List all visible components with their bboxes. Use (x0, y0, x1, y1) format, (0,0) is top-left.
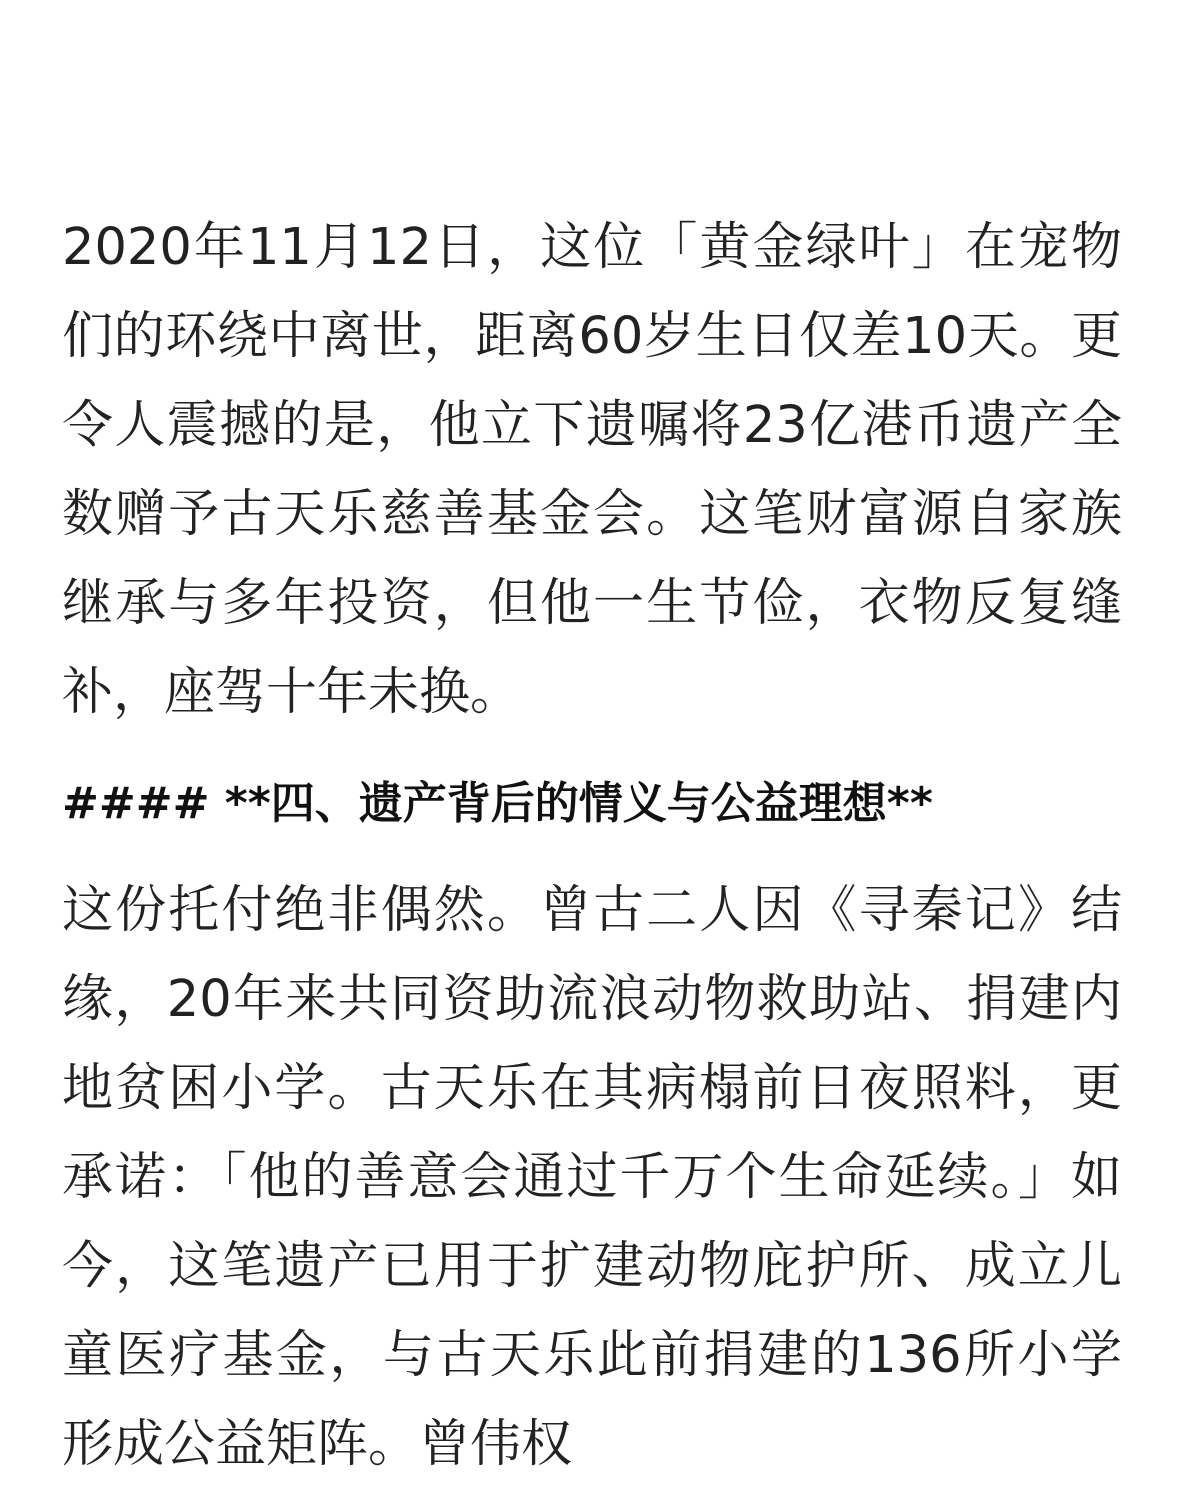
article-paragraph: 2020年11月12日，这位「黄金绿叶」在宠物们的环绕中离世，距离60岁生日仅差10天。更令人震撼的是，他立下遗嘱将23亿港币遗产全数赠予古天乐慈善基金会。这笔财富源自家族继承与多年投资，但他一生节俭，衣物反复缝补，座驾十年未换。 (62, 218, 1122, 722)
section-heading: #### **四、遗产背后的情义与公益理想** (62, 778, 933, 829)
article-paragraph: 这份托付绝非偶然。曾古二人因《寻秦记》结缘，20年来共同资助流浪动物救助站、捐建内地贫困小学。古天乐在其病榻前日夜照料，更承诺：「他的善意会通过千万个生命延续。」如今，这笔遗产已用于扩建动物庇护所、成立儿童医疗基金，与古天乐此前捐建的136所小学形成公益矩阵。曾伟权 (62, 881, 1122, 1474)
